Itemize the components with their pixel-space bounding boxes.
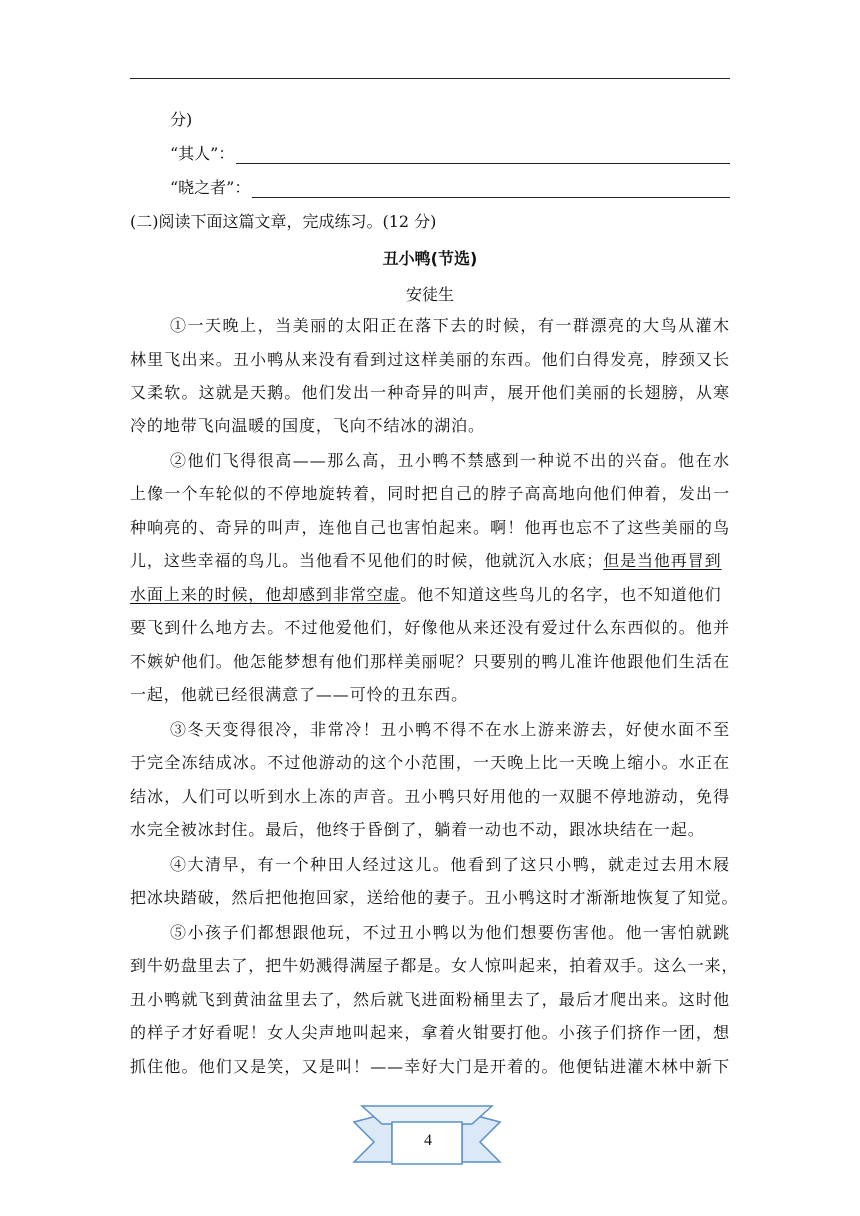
underlined-sentence: 但是当他再冒到 — [603, 551, 722, 570]
paragraph-line: ②他们飞得很高——那么高，丑小鸭不禁感到一种说不出的兴奋。他在水 — [170, 451, 730, 470]
paragraph-line: 林里飞出来。丑小鸭从来没有看到过这样美丽的东西。他们白得发亮，脖颈又长 — [130, 350, 730, 369]
answer-blank-xiaozhizhe[interactable] — [252, 181, 730, 198]
paragraph-line: 抓住他。他们又是笑，又是叫！——幸好大门是开着的。他便钻进灌木林中新下 — [130, 1057, 730, 1076]
paragraph-line — [130, 585, 730, 605]
paragraph-line: 把冰块踏破，然后把他抱回家，送给他的妻子。丑小鸭这时才渐渐地恢复了知觉。 — [130, 888, 739, 907]
paragraph-line: 结冰，人们可以听到水上冻的声音。丑小鸭只好用他的一双腿不停地游动，免得 — [130, 787, 730, 806]
paragraph-line: 种响亮的、奇异的叫声，连他自己也害怕起来。啊！他再也忘不了这些美丽的鸟 — [130, 518, 730, 537]
line-text: 。他不知道这些鸟儿的名字，也不知道他们 — [400, 585, 722, 604]
paragraph-line: 冷的地带飞向温暖的国度，飞向不结冰的湖泊。 — [130, 416, 485, 435]
paragraph-line: 不嫉妒他们。他怎能梦想有他们那样美丽呢？只要别的鸭儿准许他跟他们生活在 — [130, 652, 730, 671]
fill-in-qiren — [170, 144, 730, 164]
line-text: 儿，这些幸福的鸟儿。当他看不见他们的时候，他就沉入水底； — [130, 551, 604, 570]
score-fragment: 分) — [170, 110, 193, 129]
paragraph-line: 水完全被冰封住。最后，他终于昏倒了，躺着一动也不动，跟冰块结在一起。 — [130, 820, 705, 839]
fill-label: “晓之者”： — [170, 178, 251, 197]
paragraph-line: 又柔软。这就是天鹅。他们发出一种奇异的叫声，展开他们美丽的长翅膀，从寒 — [130, 383, 730, 402]
paragraph-line: ⑤小孩子们都想跟他玩，不过丑小鸭以为他们想要伤害他。他一害怕就跳 — [170, 923, 730, 942]
paragraph-line: 于完全冻结成冰。不过他游动的这个小范围，一天晚上比一天晚上缩小。水正在 — [130, 753, 730, 772]
section-heading: (二)阅读下面这篇文章，完成练习。(12 分) — [130, 212, 437, 231]
page-number: 4 — [424, 1132, 432, 1149]
article-author: 安徒生 — [405, 285, 454, 304]
paragraph-line: ①一天晚上，当美丽的太阳正在落下去的时候，有一群漂亮的大鸟从灌木 — [170, 316, 730, 335]
paragraph-line: 一起，他就已经很满意了——可怜的丑东西。 — [130, 685, 469, 704]
paragraph-line: ③冬天变得很冷，非常冷！丑小鸭不得不在水上游来游去，好使水面不至 — [170, 720, 730, 739]
paragraph-line: ④大清早，有一个种田人经过这儿。他看到了这只小鸭，就走过去用木屐 — [170, 855, 730, 874]
paragraph-line: 上像一个车轮似的不停地旋转着，同时把自己的脖子高高地向他们伸着，发出一 — [130, 484, 730, 503]
fill-in-xiaozhizhe — [170, 178, 730, 198]
paragraph-line: 丑小鸭就飞到黄油盆里去了，然后就飞进面粉桶里去了，最后才爬出来。这时他 — [130, 990, 730, 1009]
paragraph-line: 到牛奶盘里去了，把牛奶溅得满屋子都是。女人惊叫起来，拍着双手。这么一来， — [130, 956, 739, 975]
header-rule — [130, 78, 730, 79]
paragraph-line: 要飞到什么地方去。不过他爱他们，好像他从来还没有爱过什么东西似的。他并 — [130, 618, 730, 637]
paragraph-line — [130, 551, 730, 571]
paragraph-line: 的样子才好看呢！女人尖声地叫起来，拿着火钳要打他。小孩子们挤作一团，想 — [130, 1023, 730, 1042]
article-title: 丑小鸭(节选) — [382, 249, 478, 268]
answer-blank-qiren[interactable] — [236, 147, 730, 164]
underlined-sentence: 水面上来的时候，他却感到非常空虚 — [130, 585, 401, 604]
fill-label: “其人”： — [170, 144, 235, 163]
